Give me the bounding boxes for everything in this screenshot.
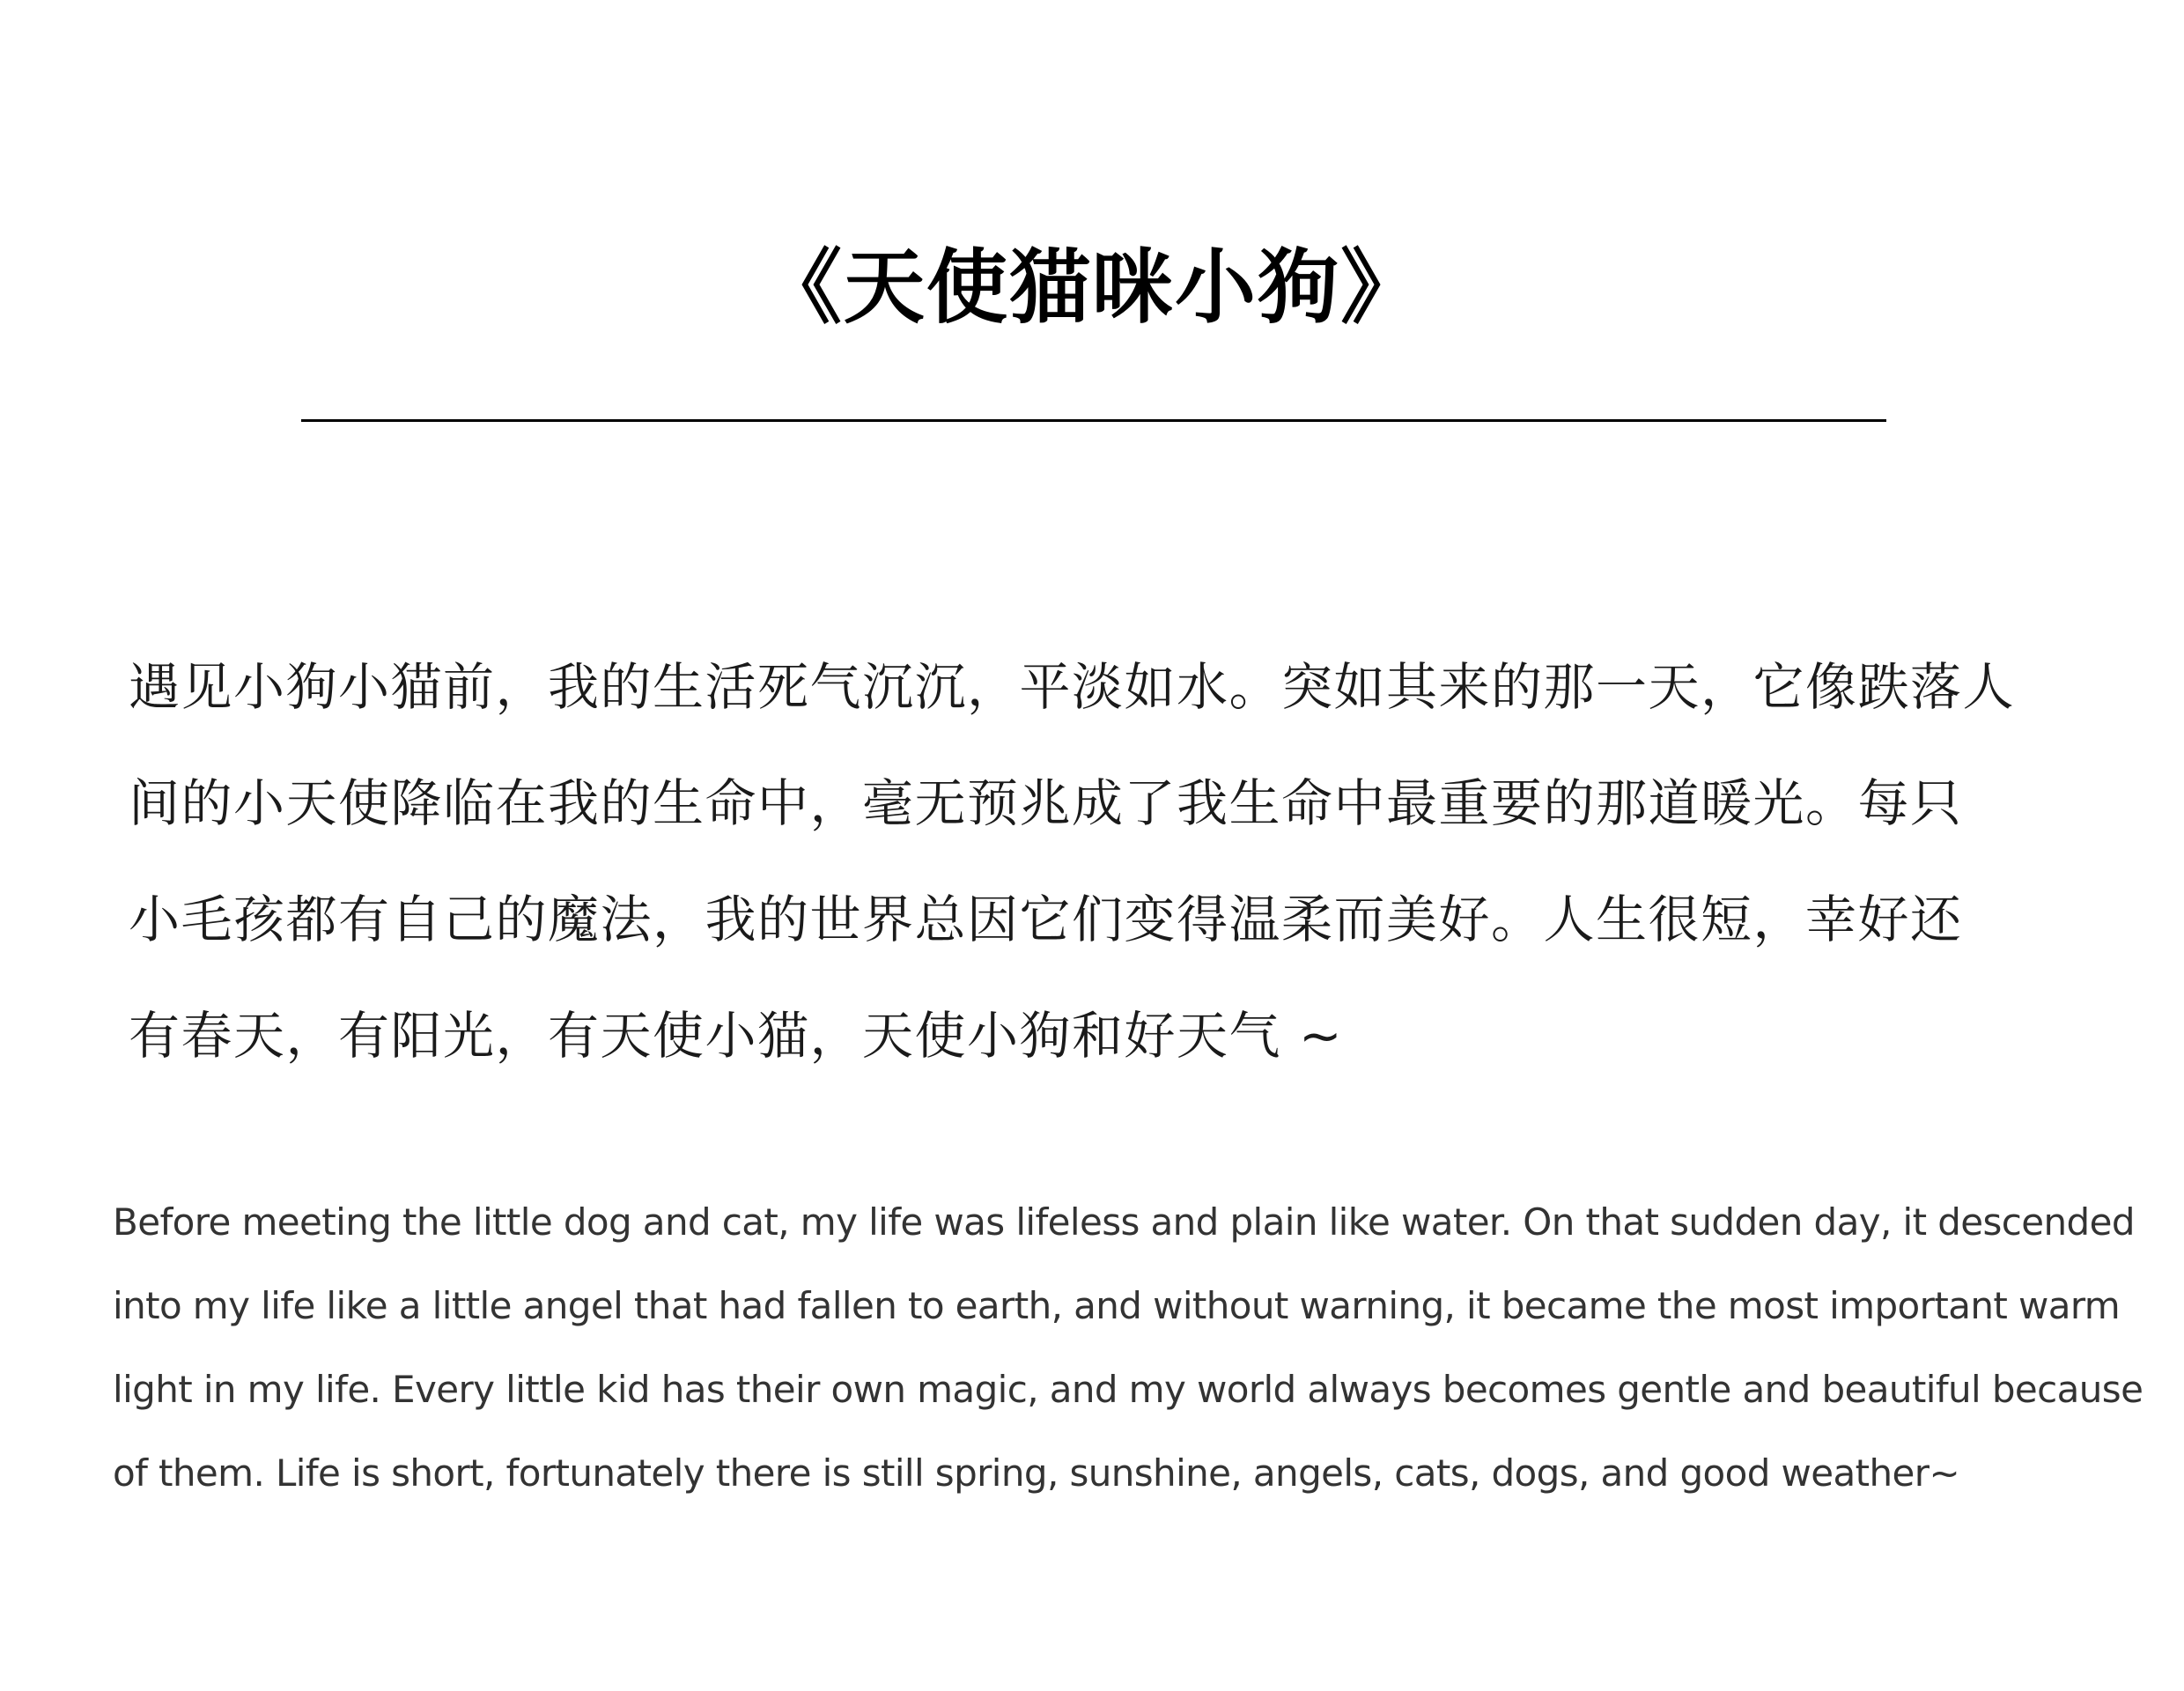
chinese-paragraph-line: 有春天，有阳光，有天使小猫，天使小狗和好天气 ~ <box>129 1006 1344 1066</box>
page-title: 《天使猫咪小狗》 <box>760 240 1423 335</box>
title-divider <box>301 419 1886 422</box>
english-paragraph-line: light in my life. Every little kid has their own magic, and my world always becomes gentle and beautiful because <box>113 1368 2143 1411</box>
chinese-paragraph-line: 小毛孩都有自己的魔法，我的世界总因它们变得温柔而美好。人生很短，幸好还 <box>129 890 1963 949</box>
chinese-paragraph-line: 遇见小狗小猫前，我的生活死气沉沉，平淡如水。突如其来的那一天，它像跌落人 <box>129 657 2016 717</box>
english-paragraph-line: Before meeting the little dog and cat, my life was lifeless and plain like water. On that sudden day, it descended <box>113 1200 2135 1244</box>
chinese-paragraph-line: 间的小天使降临在我的生命中，毫无预兆成了我生命中最重要的那道暖光。每只 <box>129 773 1963 833</box>
english-paragraph-line: of them. Life is short, fortunately there is still spring, sunshine, angels, cats, dogs, and good weather~ <box>113 1451 1960 1495</box>
chinese-paragraph <box>129 629 2066 1094</box>
english-paragraph-line: into my life like a little angel that had fallen to earth, and without warning, it became the most important warm <box>113 1284 2121 1327</box>
english-paragraph <box>113 1180 2143 1515</box>
